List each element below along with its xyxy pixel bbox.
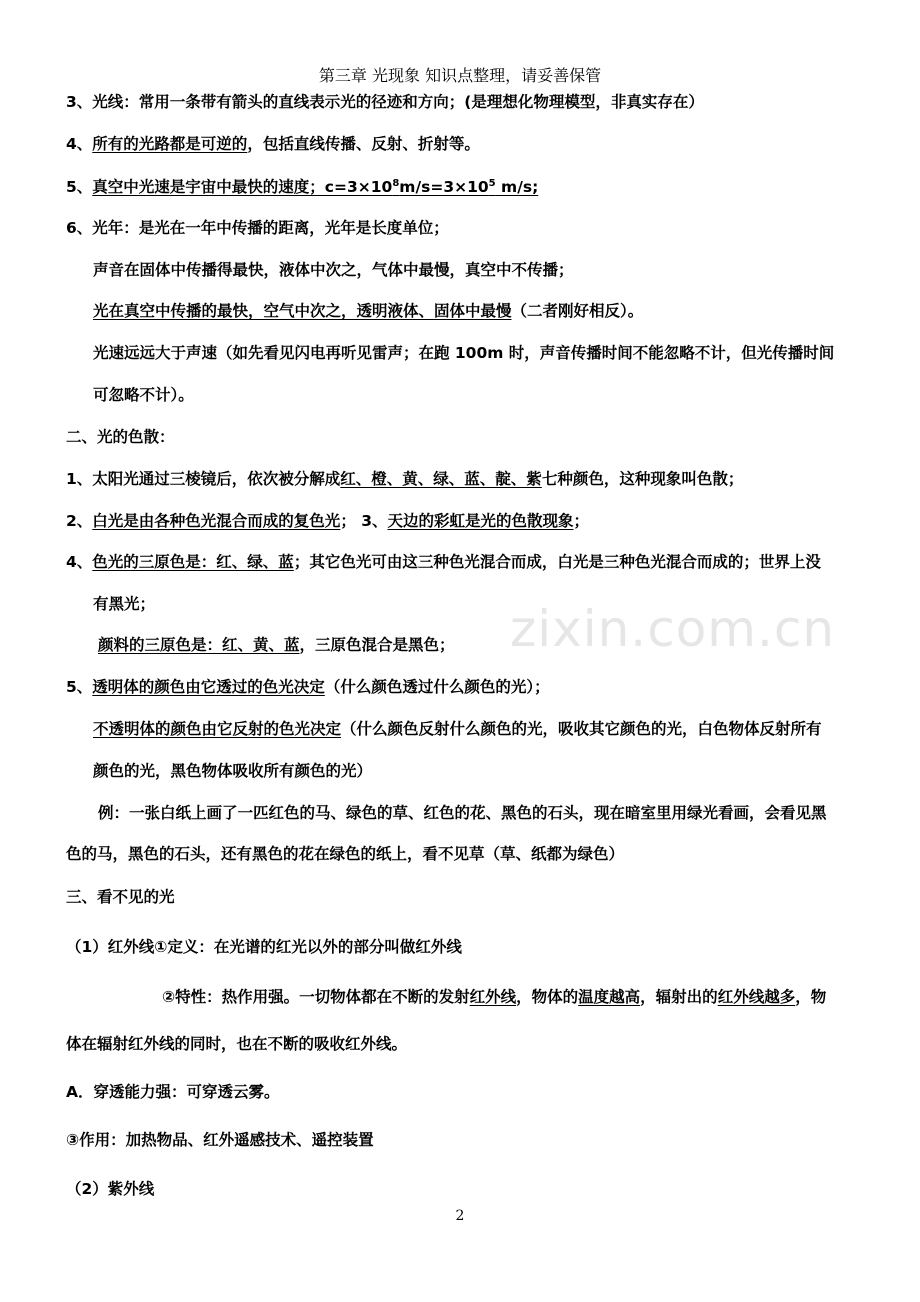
text-line: ②特性：热作用强。一切物体都在不断的发射红外线，物体的温度越高，辐射出的红外线越多，物: [162, 988, 827, 1006]
text-line: 5、真空中光速是宇宙中最快的速度；$c=3\times 10^8m/s=3\times 10^5$ m/s;: [66, 177, 539, 196]
text-line: 有黑光；: [93, 595, 156, 613]
text-line: 6、光年：是光在一年中传播的距离，光年是长度单位；: [66, 219, 449, 237]
text-line: 1、太阳光通过三棱镜后，依次被分解成红、橙、黄、绿、蓝、靛、紫七种颜色，这种现象叫色散；: [66, 470, 744, 488]
page-number: 2: [455, 1208, 465, 1224]
text-line: 光速远远大于声速（如先看见闪电再听见雷声；在跑 100m 时，声音传播时间不能忽略不计，但光传播时间: [93, 344, 835, 362]
text-line: ③作用：加热物品、红外遥感技术、遥控装置: [66, 1131, 374, 1149]
text-line: 3、光线：常用一条带有箭头的直线表示光的径迹和方向；(是理想化物理模型，非真实存在）: [66, 93, 704, 111]
text-line: （2）紫外线: [66, 1180, 155, 1198]
text-line: 颜色的光，黑色物体吸收所有颜色的光）: [93, 762, 373, 780]
text-line: 例：一张白纸上画了一匹红色的马、绿色的草、红色的花、黑色的石头，现在暗室里用绿光看画，会看见黑: [98, 804, 827, 822]
text-line: （1）红外线①定义：在光谱的红光以外的部分叫做红外线: [66, 938, 462, 956]
text-line: 2、白光是由各种色光混合而成的复色光； 3、天边的彩虹是光的色散现象；: [66, 512, 590, 530]
text-line: 体在辐射红外线的同时，也在不断的吸收红外线。: [66, 1035, 408, 1053]
text-line: 光在真空中传播的最快，空气中次之，透明液体、固体中最慢（二者刚好相反）。: [93, 302, 644, 320]
text-line: 4、所有的光路都是可逆的，包括直线传播、反射、折射等。: [66, 135, 480, 153]
text-line: A．穿透能力强：可穿透云雾。: [66, 1083, 280, 1101]
watermark: zixin.com.cn: [510, 600, 836, 658]
text-line: 色的马，黑色的石头，还有黑色的花在绿色的纸上，看不见草（草、纸都为绿色）: [66, 845, 625, 863]
text-line: 颜料的三原色是：红、黄、蓝，三原色混合是黑色；: [98, 636, 455, 654]
text-line: 不透明体的颜色由它反射的色光决定（什么颜色反射什么颜色的光，吸收其它颜色的光，白色物体反射所有: [93, 720, 822, 738]
text-line: 声音在固体中传播得最快，液体中次之，气体中最慢，真空中不传播；: [93, 261, 574, 279]
section-heading: 三、看不见的光: [66, 888, 175, 906]
text-line: 可忽略不计）。: [93, 386, 194, 404]
text-line: 5、透明体的颜色由它透过的色光决定（什么颜色透过什么颜色的光）；: [66, 678, 550, 696]
section-heading: 二、光的色散：: [66, 428, 175, 446]
text-line: 4、色光的三原色是：红、绿、蓝；其它色光可由这三种色光混合而成，白光是三种色光混合而成的；世界上没: [66, 553, 821, 571]
page-header-title: 第三章 光现象 知识点整理，请妥善保管: [318, 66, 602, 85]
